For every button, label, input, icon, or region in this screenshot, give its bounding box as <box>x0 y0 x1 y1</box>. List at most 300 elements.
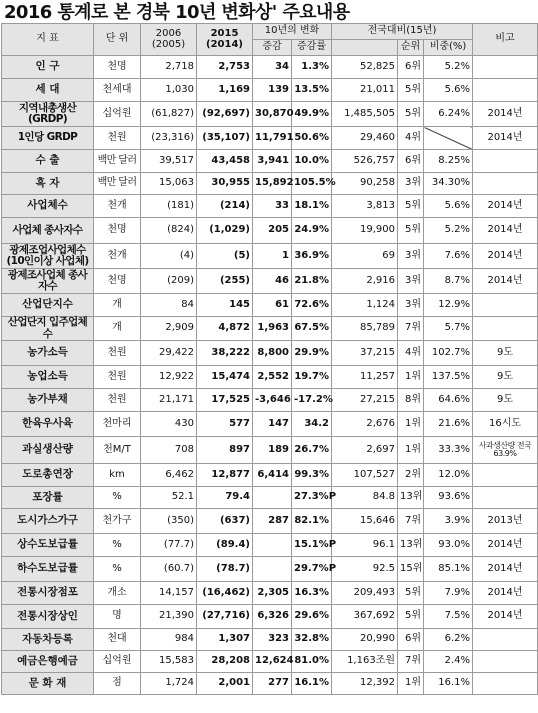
row-unit: 천개 <box>94 195 141 218</box>
table-row <box>2 389 538 412</box>
row-2015: (27,716) <box>197 605 253 629</box>
row-share: 102.7% <box>424 341 473 366</box>
row-increase: 61 <box>253 294 292 317</box>
row-note: 2013년 <box>473 509 538 534</box>
row-rank: 1위 <box>398 412 424 437</box>
row-unit: 천가구 <box>94 509 141 534</box>
row-share: 5.7% <box>424 317 473 341</box>
row-note <box>473 173 538 195</box>
row-unit: 점 <box>94 673 141 695</box>
row-2006: (824) <box>141 218 197 244</box>
row-rate: 24.9% <box>292 218 332 244</box>
row-item: 지역내총생산 (GRDP) <box>2 102 94 127</box>
row-increase: 147 <box>253 412 292 437</box>
row-share: 93.0% <box>424 534 473 557</box>
header-nat-value <box>332 40 398 56</box>
row-note <box>473 629 538 651</box>
row-note: 9도 <box>473 366 538 389</box>
row-2006: 430 <box>141 412 197 437</box>
row-increase <box>253 534 292 557</box>
row-item: 세 대 <box>2 79 94 102</box>
row-2006: (77.7) <box>141 534 197 557</box>
row-2006: 708 <box>141 437 197 464</box>
row-2006: 15,583 <box>141 651 197 673</box>
row-share: 12.9% <box>424 294 473 317</box>
row-share: 7.5% <box>424 605 473 629</box>
row-national: 1,485,505 <box>332 102 398 127</box>
row-share: 2.4% <box>424 651 473 673</box>
row-rate: 50.6% <box>292 127 332 150</box>
row-item: 농가소득 <box>2 341 94 366</box>
row-national: 3,813 <box>332 195 398 218</box>
row-item: 사업체 종사자수 <box>2 218 94 244</box>
row-rate: 105.5% <box>292 173 332 195</box>
row-rate: 10.0% <box>292 150 332 173</box>
row-2006: 21,390 <box>141 605 197 629</box>
row-national: 29,460 <box>332 127 398 150</box>
row-2015: 145 <box>197 294 253 317</box>
row-rank: 5위 <box>398 195 424 218</box>
row-item: 수 출 <box>2 150 94 173</box>
row-2015: 79.4 <box>197 487 253 509</box>
row-share: 8.25% <box>424 150 473 173</box>
row-increase: 1 <box>253 244 292 269</box>
row-unit: 명 <box>94 605 141 629</box>
row-share: 16.1% <box>424 673 473 695</box>
row-note <box>473 317 538 341</box>
row-item: 전통시장상인 <box>2 605 94 629</box>
row-increase: 12,624 <box>253 651 292 673</box>
row-2015: 4,872 <box>197 317 253 341</box>
row-item: 전통시장점포 <box>2 582 94 605</box>
row-2006: 6,462 <box>141 464 197 487</box>
row-2006: 84 <box>141 294 197 317</box>
statistics-table <box>1 23 538 695</box>
row-rank: 15위 <box>398 557 424 582</box>
row-unit: % <box>94 557 141 582</box>
table-row <box>2 269 538 294</box>
row-note <box>473 487 538 509</box>
row-note <box>473 150 538 173</box>
row-rank: 5위 <box>398 605 424 629</box>
row-2015: (255) <box>197 269 253 294</box>
row-rank: 3위 <box>398 294 424 317</box>
row-item: 포장률 <box>2 487 94 509</box>
row-share: 85.1% <box>424 557 473 582</box>
row-increase: 46 <box>253 269 292 294</box>
row-rate: 18.1% <box>292 195 332 218</box>
row-note: 사과생산량 전국 63.9% <box>473 437 538 464</box>
row-2015: 1,307 <box>197 629 253 651</box>
row-item: 산업단지 입주업체수 <box>2 317 94 341</box>
row-rank: 6위 <box>398 629 424 651</box>
row-item: 과실생산량 <box>2 437 94 464</box>
row-increase: 33 <box>253 195 292 218</box>
row-national: 526,757 <box>332 150 398 173</box>
row-unit: 천대 <box>94 629 141 651</box>
row-unit: 천명 <box>94 269 141 294</box>
table-row <box>2 244 538 269</box>
row-2006: 1,030 <box>141 79 197 102</box>
row-unit: 개 <box>94 294 141 317</box>
row-rate: 29.9% <box>292 341 332 366</box>
row-note <box>473 673 538 695</box>
row-note: 2014년 <box>473 534 538 557</box>
row-national: 11,257 <box>332 366 398 389</box>
row-2015: (92,697) <box>197 102 253 127</box>
row-national: 209,493 <box>332 582 398 605</box>
row-increase: 6,326 <box>253 605 292 629</box>
row-rate: 99.3% <box>292 464 332 487</box>
row-item: 도시가스가구 <box>2 509 94 534</box>
row-2006: (209) <box>141 269 197 294</box>
row-national: 1,124 <box>332 294 398 317</box>
row-2015: (214) <box>197 195 253 218</box>
row-item: 인 구 <box>2 56 94 79</box>
row-2015: (35,107) <box>197 127 253 150</box>
row-rank: 1위 <box>398 366 424 389</box>
row-item: 도로총연장 <box>2 464 94 487</box>
row-note: 9도 <box>473 389 538 412</box>
row-increase: 6,414 <box>253 464 292 487</box>
row-national: 2,916 <box>332 269 398 294</box>
row-2015: 38,222 <box>197 341 253 366</box>
row-note <box>473 294 538 317</box>
row-2015: (1,029) <box>197 218 253 244</box>
row-national: 1,163조원 <box>332 651 398 673</box>
row-rank: 5위 <box>398 102 424 127</box>
table-row <box>2 487 538 509</box>
row-rate: 29.7%P <box>292 557 332 582</box>
row-2015: 577 <box>197 412 253 437</box>
row-2006: (61,827) <box>141 102 197 127</box>
row-unit: 천세대 <box>94 79 141 102</box>
row-rate: 16.3% <box>292 582 332 605</box>
row-note: 2014년 <box>473 582 538 605</box>
header-national: 전국대비(15년) <box>332 24 473 40</box>
row-rate: 72.6% <box>292 294 332 317</box>
row-rate: 29.6% <box>292 605 332 629</box>
row-2006: 39,517 <box>141 150 197 173</box>
row-unit: 천마리 <box>94 412 141 437</box>
row-unit: 천M/T <box>94 437 141 464</box>
row-share: 12.0% <box>424 464 473 487</box>
table-row <box>2 464 538 487</box>
row-share: 33.3% <box>424 437 473 464</box>
row-rank: 5위 <box>398 582 424 605</box>
row-item: 산업단지수 <box>2 294 94 317</box>
row-unit: 천원 <box>94 389 141 412</box>
row-rate: -17.2% <box>292 389 332 412</box>
row-rank: 5위 <box>398 79 424 102</box>
table-row <box>2 294 538 317</box>
row-national: 84.8 <box>332 487 398 509</box>
row-2006: (23,316) <box>141 127 197 150</box>
row-national: 92.5 <box>332 557 398 582</box>
row-2015: (89.4) <box>197 534 253 557</box>
row-note <box>473 79 538 102</box>
row-2006: (181) <box>141 195 197 218</box>
row-2006: 2,909 <box>141 317 197 341</box>
row-2015: 30,955 <box>197 173 253 195</box>
row-share: 6.2% <box>424 629 473 651</box>
row-rank: 3위 <box>398 173 424 195</box>
row-unit: % <box>94 487 141 509</box>
row-rate: 34.2 <box>292 412 332 437</box>
table-row <box>2 412 538 437</box>
row-item: 흑 자 <box>2 173 94 195</box>
row-share: 5.2% <box>424 218 473 244</box>
row-note: 2014년 <box>473 102 538 127</box>
row-rank: 7위 <box>398 651 424 673</box>
row-rate: 16.1% <box>292 673 332 695</box>
row-increase <box>253 487 292 509</box>
row-2015: (16,462) <box>197 582 253 605</box>
row-item: 사업체수 <box>2 195 94 218</box>
row-note: 2014년 <box>473 605 538 629</box>
row-unit: 개소 <box>94 582 141 605</box>
row-national: 69 <box>332 244 398 269</box>
row-national: 90,258 <box>332 173 398 195</box>
header-nat-share: 비중(%) <box>424 40 473 56</box>
row-item: 예금은행예금 <box>2 651 94 673</box>
row-rate: 26.7% <box>292 437 332 464</box>
row-item: 자동차등록 <box>2 629 94 651</box>
row-note: 2014년 <box>473 557 538 582</box>
row-share: 64.6% <box>424 389 473 412</box>
row-note <box>473 651 538 673</box>
row-item: 광제조사업체 종사자수 <box>2 269 94 294</box>
table-row <box>2 150 538 173</box>
table-row <box>2 102 538 127</box>
row-national: 85,789 <box>332 317 398 341</box>
row-national: 21,011 <box>332 79 398 102</box>
table-row <box>2 509 538 534</box>
header-nat-rank: 순위 <box>398 40 424 56</box>
row-national: 2,676 <box>332 412 398 437</box>
row-national: 107,527 <box>332 464 398 487</box>
row-rate: 81.0% <box>292 651 332 673</box>
header-note: 비고 <box>473 24 538 56</box>
row-rank: 7위 <box>398 509 424 534</box>
row-2006: 1,724 <box>141 673 197 695</box>
row-2015: 17,525 <box>197 389 253 412</box>
row-2006: (4) <box>141 244 197 269</box>
table-row <box>2 629 538 651</box>
table-row <box>2 341 538 366</box>
row-2015: 15,474 <box>197 366 253 389</box>
row-item: 1인당 GRDP <box>2 127 94 150</box>
row-2015: 897 <box>197 437 253 464</box>
row-share: 137.5% <box>424 366 473 389</box>
row-share: 5.2% <box>424 56 473 79</box>
row-rate: 49.9% <box>292 102 332 127</box>
row-rank: 1위 <box>398 437 424 464</box>
table-row <box>2 79 538 102</box>
row-2015: 12,877 <box>197 464 253 487</box>
row-national: 367,692 <box>332 605 398 629</box>
row-2015: (637) <box>197 509 253 534</box>
row-note: 2014년 <box>473 244 538 269</box>
table-row <box>2 605 538 629</box>
row-national: 19,900 <box>332 218 398 244</box>
row-increase: 277 <box>253 673 292 695</box>
row-rank: 2위 <box>398 464 424 487</box>
row-national: 37,215 <box>332 341 398 366</box>
table-row <box>2 127 538 150</box>
row-increase: 205 <box>253 218 292 244</box>
row-note: 16시도 <box>473 412 538 437</box>
row-rate: 21.8% <box>292 269 332 294</box>
row-share: 34.30% <box>424 173 473 195</box>
row-rate: 15.1%P <box>292 534 332 557</box>
row-increase: 323 <box>253 629 292 651</box>
row-share: 5.6% <box>424 195 473 218</box>
row-unit: 천명 <box>94 218 141 244</box>
row-rate: 67.5% <box>292 317 332 341</box>
row-national: 52,825 <box>332 56 398 79</box>
row-rank: 13위 <box>398 487 424 509</box>
row-unit: 백만 달러 <box>94 173 141 195</box>
row-2006: (350) <box>141 509 197 534</box>
row-2015: (78.7) <box>197 557 253 582</box>
row-unit: 천원 <box>94 127 141 150</box>
row-2006: 29,422 <box>141 341 197 366</box>
row-increase: 3,941 <box>253 150 292 173</box>
row-unit: 십억원 <box>94 102 141 127</box>
table-row <box>2 582 538 605</box>
row-2015: 1,169 <box>197 79 253 102</box>
row-item: 광제조업사업체수 (10인이상 사업체) <box>2 244 94 269</box>
row-note: 9도 <box>473 341 538 366</box>
row-increase <box>253 557 292 582</box>
row-increase: 1,963 <box>253 317 292 341</box>
row-unit: 천원 <box>94 366 141 389</box>
row-2006: 2,718 <box>141 56 197 79</box>
row-note <box>473 56 538 79</box>
table-row <box>2 651 538 673</box>
row-share: 3.9% <box>424 509 473 534</box>
header-2015: 2015 (2014) <box>197 24 253 56</box>
table-row <box>2 218 538 244</box>
row-share <box>424 127 473 150</box>
row-rank: 4위 <box>398 127 424 150</box>
row-increase: 139 <box>253 79 292 102</box>
row-share: 7.6% <box>424 244 473 269</box>
row-rank: 8위 <box>398 389 424 412</box>
row-2015: 2,753 <box>197 56 253 79</box>
row-note: 2014년 <box>473 127 538 150</box>
row-rank: 4위 <box>398 341 424 366</box>
row-rate: 27.3%P <box>292 487 332 509</box>
row-share: 8.7% <box>424 269 473 294</box>
row-share: 93.6% <box>424 487 473 509</box>
table-row <box>2 195 538 218</box>
row-share: 5.6% <box>424 79 473 102</box>
row-rate: 82.1% <box>292 509 332 534</box>
row-share: 21.6% <box>424 412 473 437</box>
row-unit: 천개 <box>94 244 141 269</box>
row-increase: 30,870 <box>253 102 292 127</box>
row-2006: 12,922 <box>141 366 197 389</box>
row-2015: 28,208 <box>197 651 253 673</box>
table-row <box>2 56 538 79</box>
row-2015: 43,458 <box>197 150 253 173</box>
table-row <box>2 534 538 557</box>
row-national: 12,392 <box>332 673 398 695</box>
row-unit: 개 <box>94 317 141 341</box>
row-2006: (60.7) <box>141 557 197 582</box>
row-rank: 3위 <box>398 269 424 294</box>
row-rank: 1위 <box>398 673 424 695</box>
row-unit: 백만 달러 <box>94 150 141 173</box>
row-national: 2,697 <box>332 437 398 464</box>
row-unit: % <box>94 534 141 557</box>
table-row <box>2 673 538 695</box>
row-unit: km <box>94 464 141 487</box>
table-row <box>2 173 538 195</box>
table-row <box>2 317 538 341</box>
row-note: 2014년 <box>473 218 538 244</box>
row-item: 상수도보급률 <box>2 534 94 557</box>
row-rank: 7위 <box>398 317 424 341</box>
header-change-inc: 증감 <box>253 40 292 56</box>
table-row <box>2 557 538 582</box>
row-rate: 32.8% <box>292 629 332 651</box>
row-2015: 2,001 <box>197 673 253 695</box>
header-change-rate: 증감률 <box>292 40 332 56</box>
row-rank: 13위 <box>398 534 424 557</box>
row-unit: 천명 <box>94 56 141 79</box>
row-2006: 21,171 <box>141 389 197 412</box>
row-share: 7.9% <box>424 582 473 605</box>
row-note: 2014년 <box>473 269 538 294</box>
page-title: 2016 통계로 본 경북 10년 변화상' 주요내용 <box>4 2 350 23</box>
row-2006: 52.1 <box>141 487 197 509</box>
row-rate: 13.5% <box>292 79 332 102</box>
row-rank: 6위 <box>398 56 424 79</box>
row-increase: 8,800 <box>253 341 292 366</box>
row-increase: 15,892 <box>253 173 292 195</box>
row-increase: 34 <box>253 56 292 79</box>
row-increase: -3,646 <box>253 389 292 412</box>
header-item: 지 표 <box>2 24 94 56</box>
row-rate: 36.9% <box>292 244 332 269</box>
row-national: 96.1 <box>332 534 398 557</box>
header-2006: 2006 (2005) <box>141 24 197 56</box>
row-item: 하수도보급률 <box>2 557 94 582</box>
row-increase: 287 <box>253 509 292 534</box>
row-item: 한육우사육 <box>2 412 94 437</box>
row-2006: 984 <box>141 629 197 651</box>
row-rank: 6위 <box>398 150 424 173</box>
row-rate: 19.7% <box>292 366 332 389</box>
table-row <box>2 366 538 389</box>
row-increase: 2,305 <box>253 582 292 605</box>
header-unit: 단 위 <box>94 24 141 56</box>
row-rate: 1.3% <box>292 56 332 79</box>
row-unit: 십억원 <box>94 651 141 673</box>
header-change: 10년의 변화 <box>253 24 332 40</box>
row-2006: 15,063 <box>141 173 197 195</box>
row-item: 문 화 재 <box>2 673 94 695</box>
row-item: 농가부채 <box>2 389 94 412</box>
table-row <box>2 437 538 464</box>
row-share: 6.24% <box>424 102 473 127</box>
row-increase: 2,552 <box>253 366 292 389</box>
row-national: 15,646 <box>332 509 398 534</box>
row-2006: 14,157 <box>141 582 197 605</box>
